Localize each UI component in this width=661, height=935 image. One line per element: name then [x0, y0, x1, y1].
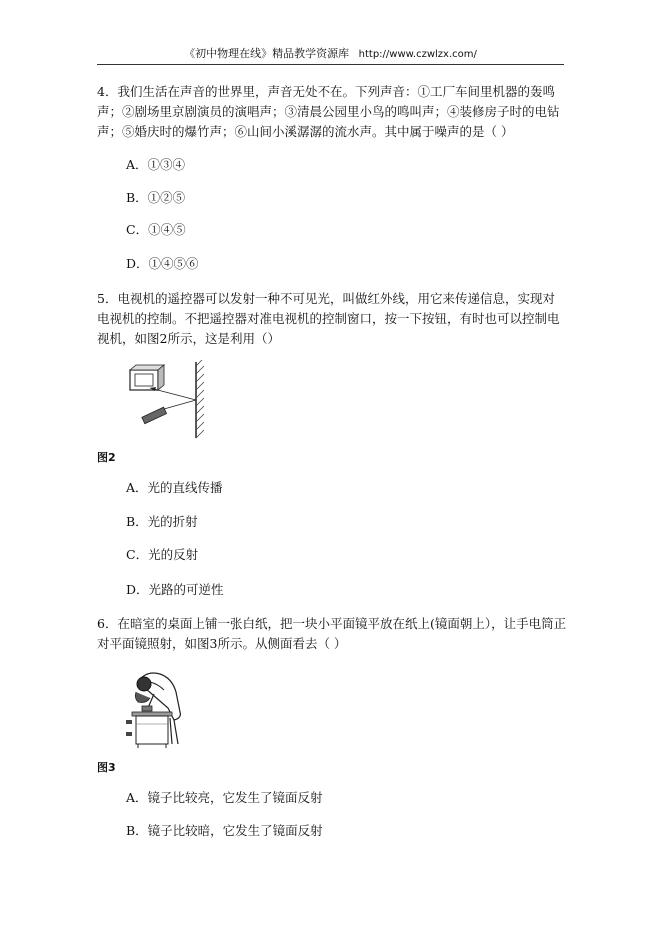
question-5-option-c: C．光的反射: [126, 547, 199, 562]
page-header: [97, 44, 564, 65]
question-6-option-a: A．镜子比较亮，它发生了镜面反射: [126, 790, 323, 805]
figure-3-mirror-experiment-drawing: [124, 668, 186, 748]
question-5-option-a: A．光的直线传播: [126, 480, 223, 495]
question-6-option-b: B．镜子比较暗，它发生了镜面反射: [126, 823, 323, 838]
question-4-option-d: D．①④⑤⑥: [126, 256, 199, 271]
question-4-option-b: B．①②⑤: [126, 190, 186, 205]
header-site-name: 《初中物理在线》精品教学资源库: [184, 47, 350, 60]
question-6-stem: 6．在暗室的桌面上铺一张白纸，把一块小平面镜平放在纸上(镜面朝上），让手电筒正对平面镜照射，如图3所示。从侧面看去（ ）: [97, 616, 567, 651]
question-5-stem: 5．电视机的遥控器可以发射一种不可见光，叫做红外线，用它来传递信息，实现对电视机的控制。不把遥控器对准电视机的控制窗口，按一下按钮，有时也可以控制电视机，如图2所示，这是利用（）: [97, 291, 560, 346]
figure-2-caption: 图2: [97, 451, 116, 464]
figure-3-caption: 图3: [97, 761, 116, 774]
question-4-option-a: A．①③④: [126, 157, 186, 172]
question-4-stem: 4．我们生活在声音的世界里，声音无处不在。下列声音：①工厂车间里机器的轰鸣声；②剧场里京剧演员的演唱声；③清晨公园里小鸟的鸣叫声；④装修房子时的电钻声；⑤婚庆时的爆竹声；⑥山间小溪潺潺的流水声。其中属于噪声的是（ ）: [97, 84, 560, 139]
question-5-option-b: B．光的折射: [126, 514, 198, 529]
figure-2-remote-tv-diagram: [120, 360, 210, 440]
question-4-option-c: C．①④⑤: [126, 222, 186, 237]
question-5-option-d: D．光路的可逆性: [126, 582, 224, 597]
header-url[interactable]: http://www.czwlzx.com/: [358, 49, 477, 60]
